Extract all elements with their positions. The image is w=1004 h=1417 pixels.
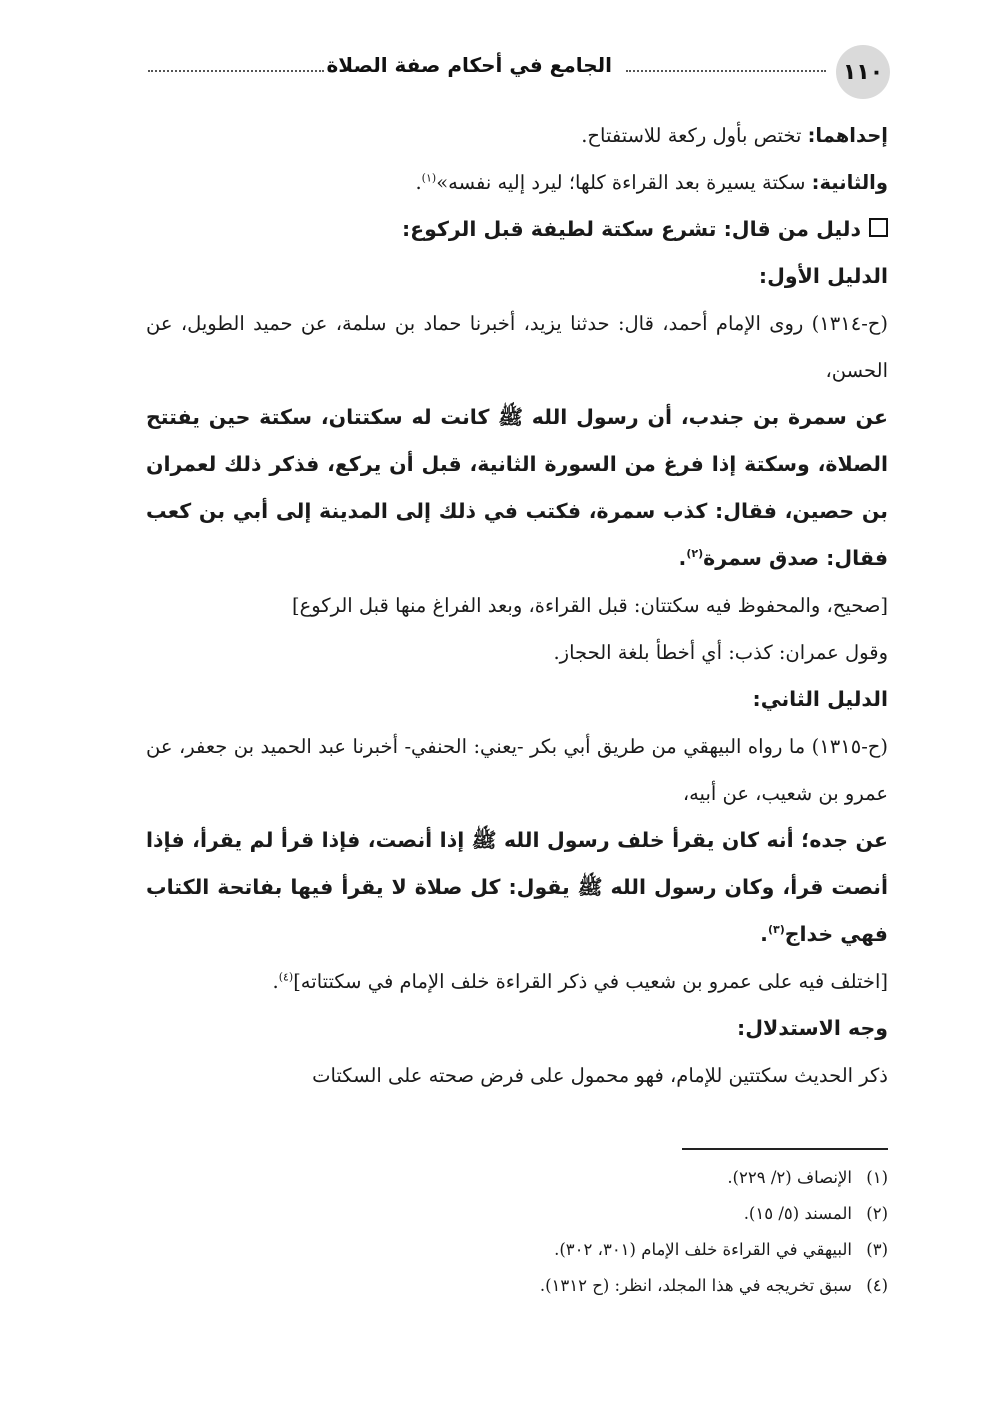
footnote-ref-4: (٤)	[278, 970, 294, 984]
main-text	[146, 112, 888, 1099]
hadith-1315-body: عن جده؛ أنه كان يقرأ خلف رسول الله ﷺ إذا أنصت، فإذا قرأ لم يقرأ، فإذا أنصت قرأ، وكان رسول الله ﷺ يقول: كل صلاة لا يقرأ فيها بفاتحة الكتاب فهي خداج	[146, 828, 888, 946]
square-bullet-icon	[869, 218, 888, 237]
footnote-item	[146, 1268, 888, 1304]
period: .	[760, 922, 768, 946]
footnote-number: (٤)	[866, 1276, 888, 1295]
footnote-number: (١)	[866, 1168, 888, 1187]
footnote-item	[146, 1232, 888, 1268]
header-dotted-rule-left	[148, 70, 324, 72]
evidence-two-heading: الدليل الثاني:	[752, 687, 888, 711]
label-second: والثانية:	[811, 171, 888, 194]
text-second: سكتة يسيرة بعد القراءة كلها؛ ليرد إليه نفسه»	[436, 171, 812, 194]
grading-1315-text: [اختلف فيه على عمرو بن شعيب في ذكر القراءة خلف الإمام في سكتتاته]	[293, 970, 888, 993]
hadith-1314-body: عن سمرة بن جندب، أن رسول الله ﷺ كانت له سكتتان، سكتة حين يفتتح الصلاة، وسكتة إذا فرغ من السورة الثانية، قبل أن يركع، فذكر ذلك لعمران بن حصين، فقال: كذب سمرة، فكتب في ذلك إلى المدينة إلى أبي بن كعب فقال: صدق سمرة	[146, 405, 888, 570]
period: .	[272, 970, 279, 993]
running-header-title: الجامع في أحكام صفة الصلاة	[326, 53, 612, 77]
header-dotted-rule-right	[626, 70, 826, 72]
footnote-text: البيهقي في القراءة خلف الإمام (٣٠١، ٣٠٢).	[554, 1240, 852, 1259]
footnote-number: (٣)	[866, 1240, 888, 1259]
footnote-text: سبق تخريجه في هذا المجلد، انظر: (ح ١٣١٢).	[539, 1276, 852, 1295]
section-heading	[146, 206, 888, 253]
footnote-item	[146, 1160, 888, 1196]
section-heading-text: دليل من قال: تشرع سكتة لطيفة قبل الركوع:	[401, 217, 861, 241]
footnote-ref-2: (٢)	[686, 547, 704, 561]
footnote-separator	[682, 1148, 888, 1150]
footnote-ref-1: (١)	[421, 171, 437, 185]
period: .	[678, 546, 687, 570]
inference-heading: وجه الاستدلال:	[737, 1016, 888, 1040]
footnote-text: المسند (٥/ ١٥).	[743, 1204, 852, 1223]
hadith-1315-text	[146, 817, 888, 958]
label-first: إحداهما:	[807, 124, 888, 147]
paragraph-first-pause	[146, 112, 888, 159]
paragraph-second-pause	[146, 159, 888, 206]
inference-text: ذكر الحديث سكتتين للإمام، فهو محمول على فرض صحته على السكتات	[312, 1064, 888, 1087]
hadith-1315-chain: (ح-١٣١٥) ما رواه البيهقي من طريق أبي بكر -يعني: الحنفي- أخبرنا عبد الحميد بن جعفر، عن عمرو بن شعيب، عن أبيه،	[146, 735, 888, 805]
footnote-number: (٢)	[866, 1204, 888, 1223]
hadith-1314-text	[146, 394, 888, 582]
evidence-one-heading: الدليل الأول:	[758, 264, 888, 288]
footnotes	[146, 1160, 888, 1304]
grading-1314: [صحيح، والمحفوظ فيه سكتتان: قبل القراءة، وبعد الفراغ منها قبل الركوع]	[291, 594, 888, 617]
note-imran: وقول عمران: كذب: أي أخطأ بلغة الحجاز.	[553, 641, 888, 664]
footnote-ref-3: (٣)	[767, 923, 785, 937]
hadith-1314-chain: (ح-١٣١٤) روى الإمام أحمد، قال: حدثنا يزيد، أخبرنا حماد بن سلمة، عن حميد الطويل، عن الحسن،	[146, 312, 888, 382]
footnote-item	[146, 1196, 888, 1232]
text-first: تختص بأول ركعة للاستفتاح.	[581, 124, 808, 147]
period: .	[415, 171, 422, 194]
page-number: ١١٠	[836, 45, 890, 99]
grading-1315	[146, 958, 888, 1005]
footnote-text: الإنصاف (٢/ ٢٢٩).	[727, 1168, 852, 1187]
